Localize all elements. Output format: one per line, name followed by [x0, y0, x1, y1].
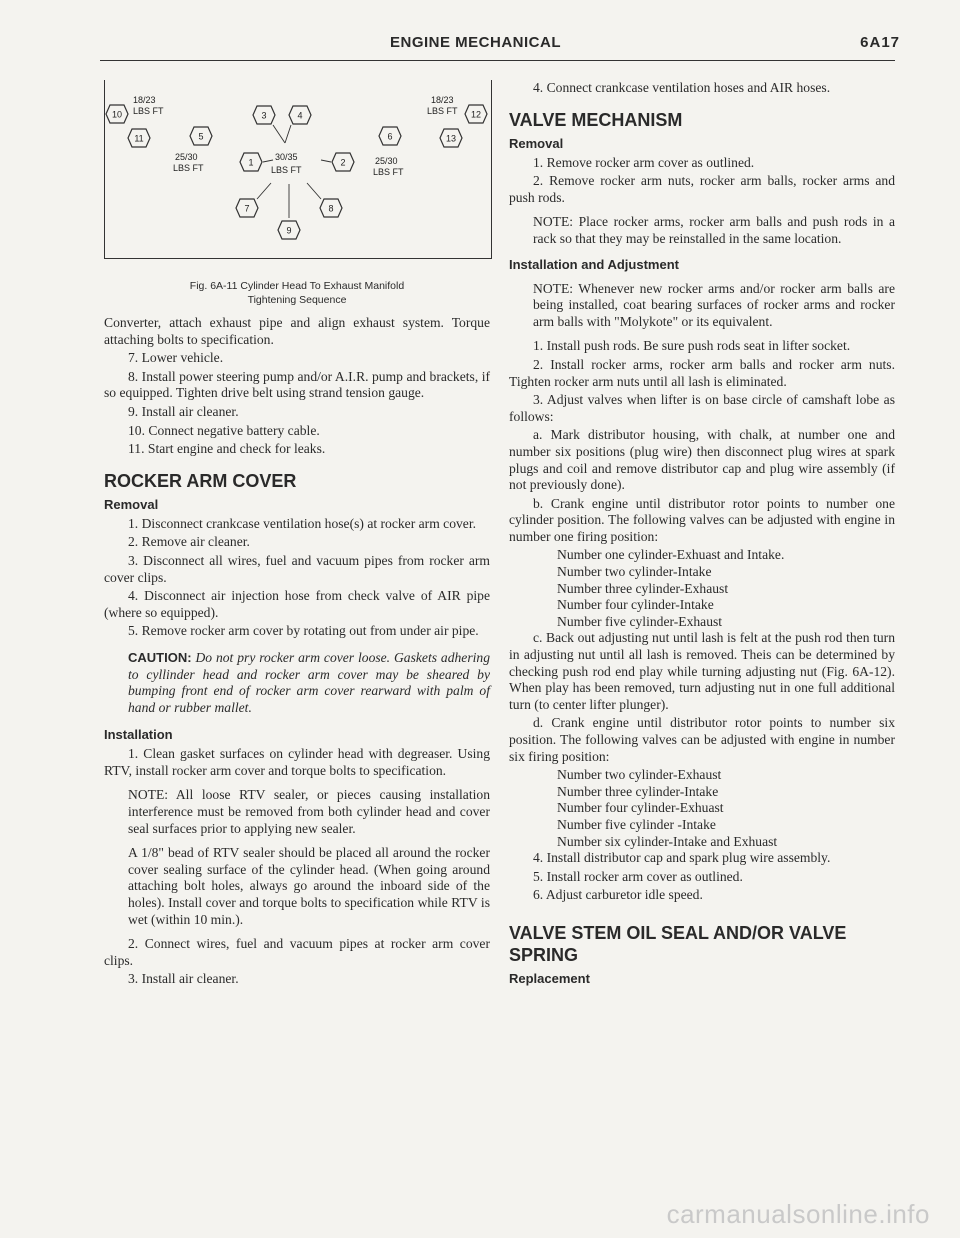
bolt-label: 2	[340, 157, 346, 168]
step: 4. Connect crankcase ventilation hoses and AIR hoses.	[533, 80, 831, 95]
bolt-label: 7	[244, 203, 250, 214]
right-column	[509, 80, 895, 990]
caution-label: CAUTION:	[128, 649, 192, 665]
figure-caption	[104, 279, 490, 307]
figure-caption-line-1: Fig. 6A-11 Cylinder Head To Exhaust Manifold	[189, 280, 405, 292]
page-number: 6A17	[860, 34, 900, 51]
bolt-8	[320, 199, 342, 217]
bolt-11	[128, 129, 150, 147]
substep: d. Crank engine until distributor rotor points to number six position. The following valves can be adjusted with engine in number six firing position:	[509, 715, 895, 764]
step: 5. Remove rocker arm cover by rotating out from under air pipe.	[128, 623, 479, 639]
step: 8. Install power steering pump and/or A.I.R. pump and brackets, if so equipped. Tighten drive belt using strand tension gauge.	[104, 368, 490, 401]
torque-right-mid-unit: LBS FT	[373, 167, 404, 177]
torque-right-mid: 25/30	[375, 156, 398, 166]
bolt-5	[190, 127, 212, 145]
page-header	[100, 34, 900, 58]
step: 1. Disconnect crankcase ventilation hose(s) at rocker arm cover.	[128, 515, 477, 531]
bolt-2	[332, 153, 354, 171]
subheading-removal: Removal	[509, 135, 564, 151]
bolt-label: 5	[198, 131, 204, 142]
section-heading-valve-mechanism: VALVE MECHANISM	[509, 109, 683, 130]
list-item: Number three cylinder-Exhaust	[557, 580, 729, 596]
bolt-label: 13	[445, 133, 457, 144]
bolt-9	[278, 221, 300, 239]
list-item: Number four cylinder-Exhuast	[557, 800, 724, 816]
step: 3. Disconnect all wires, fuel and vacuum pipes from rocker arm cover clips.	[104, 552, 490, 585]
subheading-installation-adjustment: Installation and Adjustment	[509, 256, 679, 272]
step: 4. Install distributor cap and spark plug wire assembly.	[533, 850, 831, 866]
bolt-label: 1	[248, 157, 254, 168]
step: 6. Adjust carburetor idle speed.	[533, 887, 703, 903]
list-item: Number one cylinder-Exhuast and Intake.	[557, 547, 785, 563]
substep: c. Back out adjusting nut until lash is felt at the push rod then turn in adjusting nut until all lash is removed. Theis can be determined by checking push rod end play while turning adjusting nut (Fig. 6A-12). When play has been removed, turn adjusting nut in one full additional turn (to center lifter plunger).	[509, 630, 895, 712]
step: 2. Install rocker arms, rocker arm balls and rocker arm nuts. Tighten rocker arm nuts until all lash is eliminated.	[509, 356, 895, 389]
torque-center-unit: LBS FT	[271, 165, 302, 175]
step: 9. Install air cleaner.	[128, 403, 239, 419]
bolt-3	[253, 106, 275, 124]
bolt-12	[465, 105, 487, 123]
step: 3. Install air cleaner.	[128, 971, 239, 987]
note: NOTE: Whenever new rocker arms and/or rocker arm balls are being installed, coat bearing surfaces of rocker arms and rocker arm balls with "Molykote" or its equivalent.	[533, 280, 895, 329]
step: 1. Clean gasket surfaces on cylinder head with degreaser. Using RTV, install rocker arm cover and torque bolts to specification.	[104, 746, 490, 778]
paragraph: Converter, attach exhaust pipe and align exhaust system. Torque attaching bolts to specification.	[104, 315, 490, 347]
step: 10. Connect negative battery cable.	[128, 422, 320, 438]
bolt-13	[440, 129, 462, 147]
substep: b. Crank engine until distributor rotor points to number one cylinder position. The following valves can be adjusted with engine in number one firing position:	[509, 495, 895, 544]
list-item: Number four cylinder-Intake	[557, 597, 714, 613]
figure-caption-line-2: Tightening Sequence	[247, 294, 347, 306]
torque-left-top-unit: LBS FT	[133, 106, 164, 116]
list-item: Number five cylinder-Exhaust	[557, 613, 723, 629]
note: NOTE: All loose RTV sealer, or pieces causing installation interference must be removed from both cylinder head and cover seal surfaces prior to applying new sealer.	[128, 787, 490, 836]
bolt-label: 8	[328, 203, 334, 214]
list-item: Number two cylinder-Exhaust	[557, 767, 722, 783]
tightening-sequence-figure	[104, 80, 492, 259]
step: 2. Connect wires, fuel and vacuum pipes at rocker arm cover clips.	[104, 936, 490, 968]
list-item: Number two cylinder-Intake	[557, 564, 712, 580]
step: 2. Remove rocker arm nuts, rocker arm balls, rocker arms and push rods.	[509, 173, 895, 205]
torque-left-mid-unit: LBS FT	[173, 163, 204, 173]
bolt-4	[289, 106, 311, 124]
step: 1. Install push rods. Be sure push rods seat in lifter socket.	[533, 338, 851, 354]
caution-note	[128, 650, 490, 716]
step: 11. Start engine and check for leaks.	[128, 441, 326, 457]
bolt-10	[106, 105, 128, 123]
header-rule	[100, 60, 895, 61]
bolt-label: 4	[297, 110, 303, 121]
bolt-label: 12	[470, 109, 482, 120]
list-item: Number five cylinder -Intake	[557, 816, 716, 832]
watermark: carmanualsonline.info	[666, 1199, 930, 1229]
bolt-label: 9	[286, 225, 292, 236]
list-item: Number three cylinder-Intake	[557, 783, 719, 799]
bolt-label: 10	[111, 109, 123, 120]
step: 4. Disconnect air injection hose from check valve of AIR pipe (where so equipped).	[104, 588, 490, 620]
step: 3. Adjust valves when lifter is on base circle of camshaft lobe as follows:	[509, 392, 895, 424]
caution-text: Do not pry rocker arm cover loose. Gaskets adhering to cyllinder head and rocker arm cover may be sheared by bumping front end of rocker arm cover rearward with palm of hand or rubber mallet.	[128, 649, 490, 715]
note: A 1/8" bead of RTV sealer should be placed all around the rocker cover sealing surface of the cylinder head. (When going around attaching bolt holes, always go around the inboard side of the holes). Install cover and torque bolts to specification while RTV is wet (within 10 min.).	[128, 845, 490, 927]
section-heading-rocker-arm-cover: ROCKER ARM COVER	[104, 470, 297, 491]
step: 7. Lower vehicle.	[128, 350, 224, 366]
step: 2. Remove air cleaner.	[128, 534, 250, 550]
bolt-diagram	[105, 80, 491, 258]
step: 5. Install rocker arm cover as outlined.	[533, 868, 743, 884]
subheading-replacement: Replacement	[509, 970, 590, 986]
torque-right-top: 18/23	[431, 95, 454, 105]
bolt-7	[236, 199, 258, 217]
subheading-installation: Installation	[104, 727, 173, 743]
bolt-label: 6	[387, 131, 393, 142]
step: 1. Remove rocker arm cover as outlined.	[533, 154, 755, 170]
bolt-6	[379, 127, 401, 145]
torque-left-mid: 25/30	[175, 152, 198, 162]
torque-center: 30/35	[275, 152, 298, 162]
header-title: ENGINE MECHANICAL	[390, 34, 562, 51]
left-column	[104, 80, 490, 990]
torque-right-top-unit: LBS FT	[427, 106, 458, 116]
torque-left-top: 18/23	[133, 95, 156, 105]
bolt-1	[240, 153, 262, 171]
bolt-label: 3	[261, 110, 267, 121]
subheading-removal: Removal	[104, 496, 159, 512]
substep: a. Mark distributor housing, with chalk, at number one and number six positions (plug wire) then disconnect plug wires at spark plugs and coil and remove distributor cap and plug wire assembly (if not previously done).	[509, 427, 895, 493]
bolt-label: 11	[134, 133, 144, 144]
list-item: Number six cylinder-Intake and Exhuast	[557, 833, 778, 849]
note: NOTE: Place rocker arms, rocker arm balls and push rods in a rack so that they may be reinstalled in the same location.	[533, 214, 895, 246]
section-heading-valve-stem-oil-seal: VALVE STEM OIL SEAL AND/OR VALVE SPRING	[509, 922, 847, 965]
